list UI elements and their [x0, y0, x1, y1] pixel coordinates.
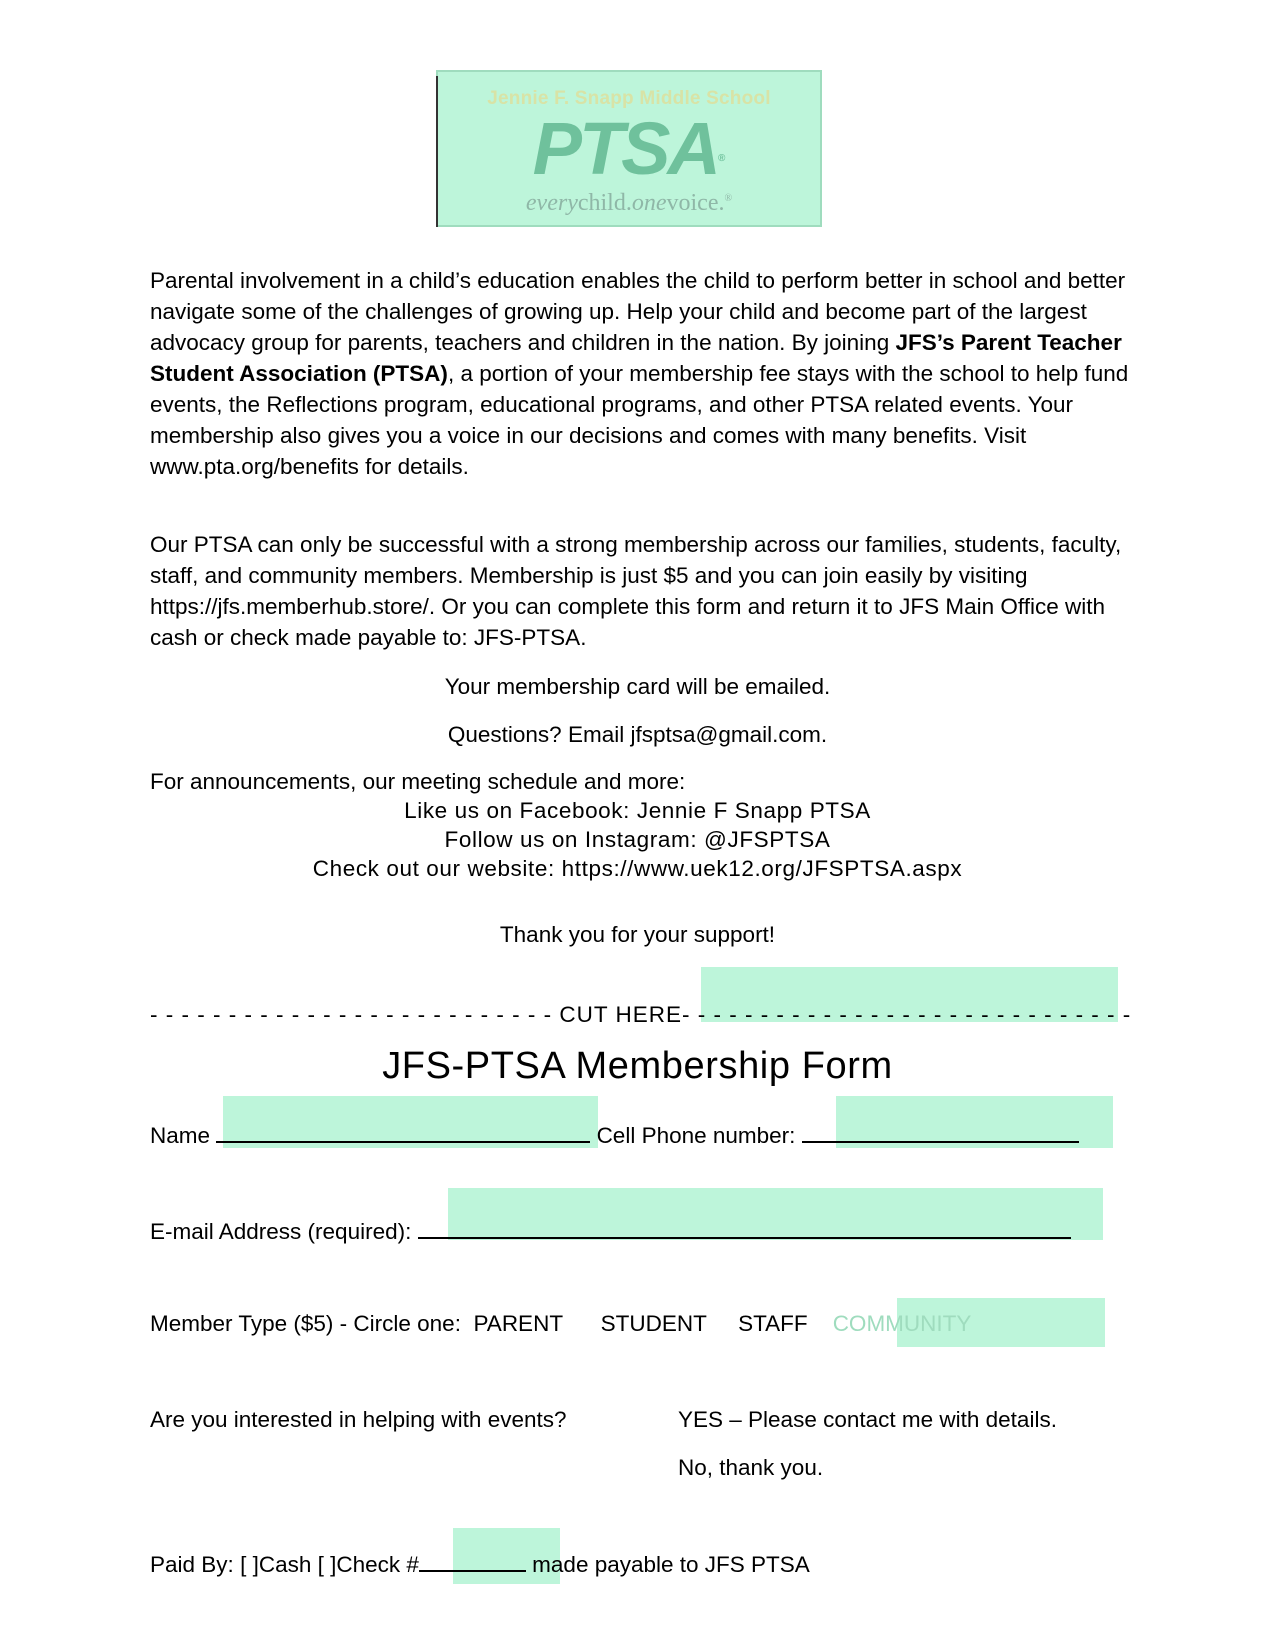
member-type-row	[150, 1309, 971, 1338]
email-label: E-mail Address (required):	[150, 1219, 412, 1244]
member-type-community[interactable]: COMMUNITY	[832, 1311, 972, 1336]
member-type-student[interactable]: STUDENT	[600, 1311, 707, 1336]
paid-by-label: Paid By:	[150, 1552, 234, 1577]
ptsa-logo	[436, 70, 822, 227]
tagline-one: one	[631, 190, 667, 216]
cut-dashes-right: - - - - - - - - - - - - - - - - - - - - - - - - - - - - -	[681, 1002, 1132, 1027]
instagram-line: Follow us on Instagram: @JFSPTSA	[444, 827, 831, 852]
name-label: Name	[150, 1123, 211, 1148]
tagline-voice: voice.	[666, 190, 725, 216]
name-field[interactable]	[216, 1119, 590, 1143]
logo-tagline	[438, 190, 820, 217]
help-yes-option[interactable]: YES – Please contact me with details.	[678, 1407, 1057, 1432]
intro-p1-start: Parental involvement in a child’s education enables the child to perform better in school and better navigate some of the challenges of growing up. Help your child and become part of the largest advocacy group for parents, teachers and children in the nation. By joining	[150, 268, 1126, 355]
logo-brand-text: PTSA	[532, 107, 718, 190]
check-option[interactable]: [ ]Check #	[317, 1552, 419, 1577]
tagline-child: child.	[577, 190, 632, 216]
intro-p1-end: , a portion of your membership fee stays with the school to help fund events, the Reflections program, educational programs, and other PTSA related events. Your membership also gives you a voice in our decisions and comes with many benefits. Visit www.pta.org/benefits for details.	[150, 361, 1129, 479]
payable-note: made payable to JFS PTSA	[532, 1552, 810, 1577]
card-emailed-note: Your membership card will be emailed.	[444, 674, 831, 699]
questions-email-note: Questions? Email jfsptsa@gmail.com.	[447, 722, 828, 747]
member-type-parent[interactable]: PARENT	[473, 1311, 564, 1336]
logo-brand	[438, 109, 820, 189]
cash-option[interactable]: [ ]Cash	[240, 1552, 312, 1577]
intro-paragraph-1	[150, 265, 1130, 482]
tagline-registered-mark: ®	[724, 193, 733, 204]
phone-label: Cell Phone number:	[596, 1123, 796, 1148]
facebook-line: Like us on Facebook: Jennie F Snapp PTSA	[404, 798, 871, 823]
form-title: JFS-PTSA Membership Form	[382, 1045, 893, 1087]
check-number-field[interactable]	[419, 1548, 526, 1572]
cut-dashes-left: - - - - - - - - - - - - - - - - - - - - - - - - - -	[150, 1002, 553, 1027]
member-type-staff[interactable]: STAFF	[738, 1311, 808, 1336]
website-line: Check out our website: https://www.uek12.org/JFSPTSA.aspx	[312, 856, 963, 881]
email-row	[150, 1215, 1071, 1246]
announcements-heading: For announcements, our meeting schedule and more:	[150, 769, 686, 794]
logo-school-name: Jennie F. Snapp Middle School	[487, 88, 771, 109]
help-no-option[interactable]: No, thank you.	[678, 1455, 824, 1480]
help-question: Are you interested in helping with events?	[150, 1407, 567, 1432]
logo-registered-mark: ®	[717, 153, 726, 164]
name-phone-row	[150, 1119, 1079, 1150]
member-type-label: Member Type ($5) - Circle one:	[150, 1311, 461, 1336]
tagline-every: every	[525, 190, 578, 216]
intro-paragraph-2: Our PTSA can only be successful with a strong membership across our families, students, faculty, staff, and community members. Membership is just $5 and you can join easily by visiting https://jfs.memberhub.store/. Or you can complete this form and return it to JFS Main Office with cash or check made payable to: JFS-PTSA.	[150, 532, 1122, 650]
cut-here-label: CUT HERE	[559, 1002, 682, 1027]
paid-by-row	[150, 1548, 810, 1579]
intro-p1-bold: JFS’s Parent Teacher Student Association (PTSA)	[150, 330, 1122, 386]
email-field[interactable]	[418, 1215, 1071, 1239]
cut-here-line	[150, 1002, 1130, 1028]
thank-you-note: Thank you for your support!	[499, 922, 776, 947]
phone-field[interactable]	[802, 1119, 1079, 1143]
